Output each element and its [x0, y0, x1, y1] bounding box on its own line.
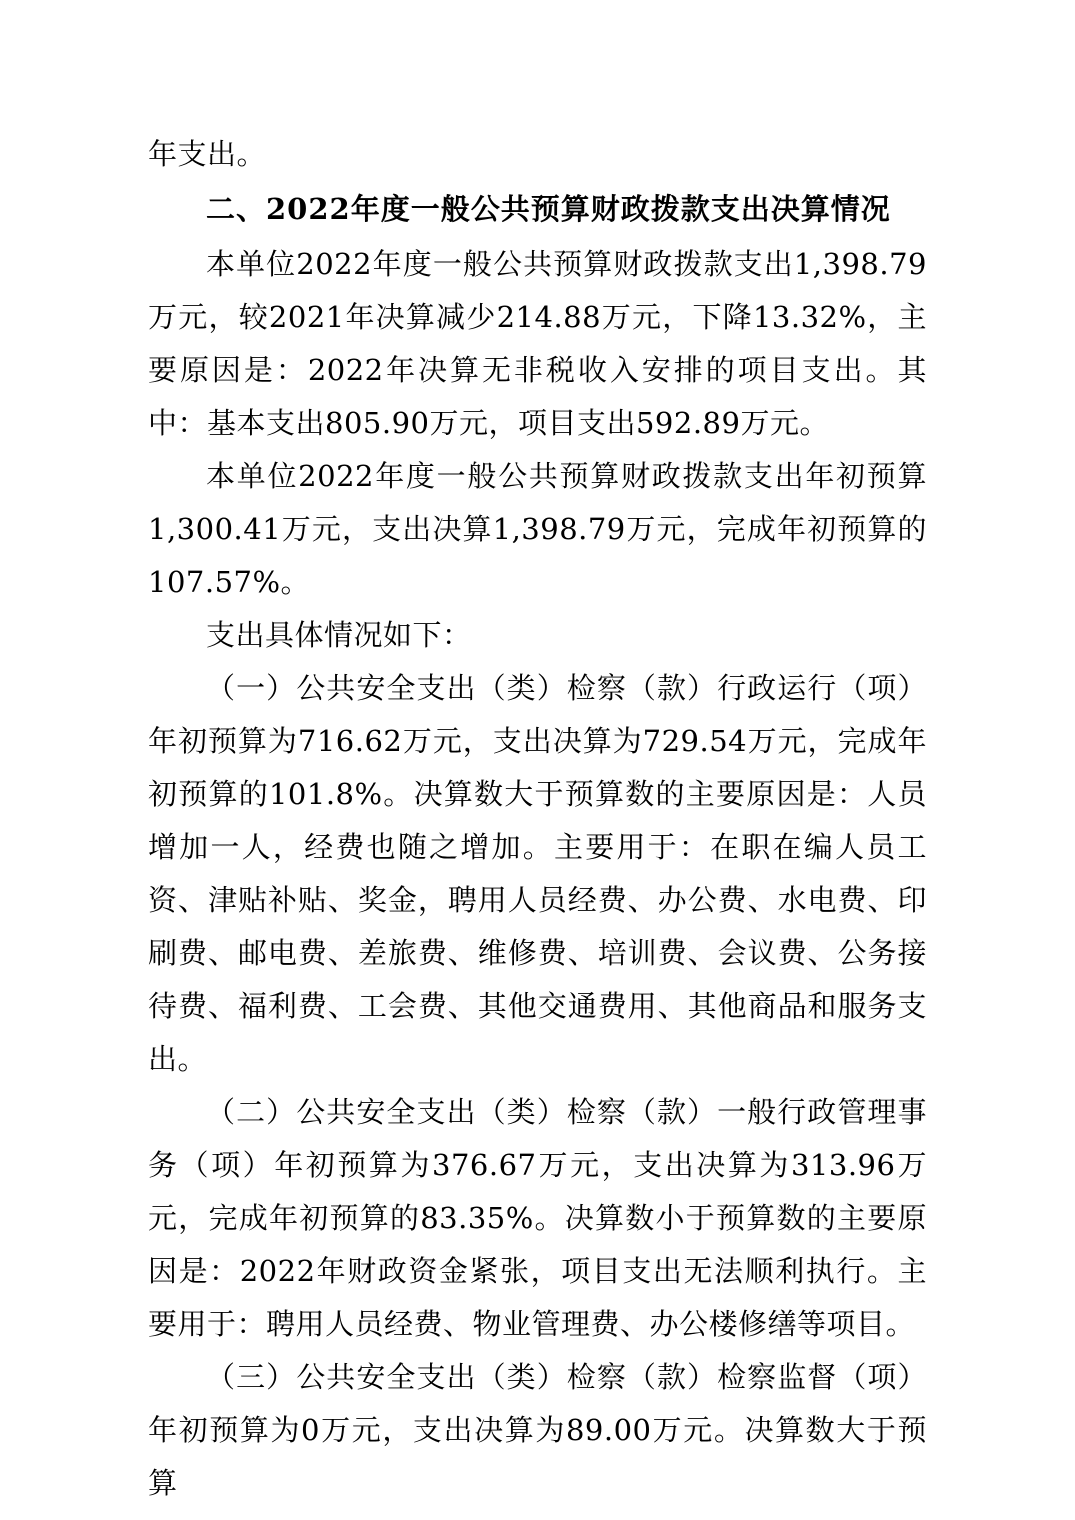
- paragraph-continuation-line: 年支出。: [148, 137, 267, 171]
- paragraph-budget-completion: 本单位2022年度一般公共预算财政拨款支出年初预算1,300.41万元，支出决算1,398.79万元，完成年初预算的107.57%。: [148, 459, 927, 599]
- paragraph-details-intro: 支出具体情况如下：: [206, 618, 472, 652]
- paragraph-item-3: （三）公共安全支出（类）检察（款）检察监督（项）年初预算为0万元，支出决算为89.00万元。决算数大于预算: [148, 1360, 927, 1500]
- paragraph-item-1: （一）公共安全支出（类）检察（款）行政运行（项）年初预算为716.62万元，支出决算为729.54万元，完成年初预算的101.8%。决算数大于预算数的主要原因是：人员增加一人，经费也随之增加。主要用于：在职在编人员工资、津贴补贴、奖金，聘用人员经费、办公费、水电费、印刷费、邮电费、差旅费、维修费、培训费、会议费、公务接待费、福利费、工会费、其他交通费用、其他商品和服务支出。: [148, 671, 927, 1076]
- paragraph-item-2: （二）公共安全支出（类）检察（款）一般行政管理事务（项）年初预算为376.67万元，支出决算为313.96万元，完成年初预算的83.35%。决算数小于预算数的主要原因是：2022年财政资金紧张，项目支出无法顺利执行。主要用于：聘用人员经费、物业管理费、办公楼修缮等项目。: [148, 1095, 927, 1341]
- section-heading-2: 二、2022年度一般公共预算财政拨款支出决算情况: [206, 192, 891, 226]
- document-body: [148, 128, 927, 1510]
- paragraph-expenditure-total: 本单位2022年度一般公共预算财政拨款支出1,398.79万元，较2021年决算减少214.88万元，下降13.32%，主要原因是：2022年决算无非税收入安排的项目支出。其中：基本支出805.90万元，项目支出592.89万元。: [148, 247, 927, 440]
